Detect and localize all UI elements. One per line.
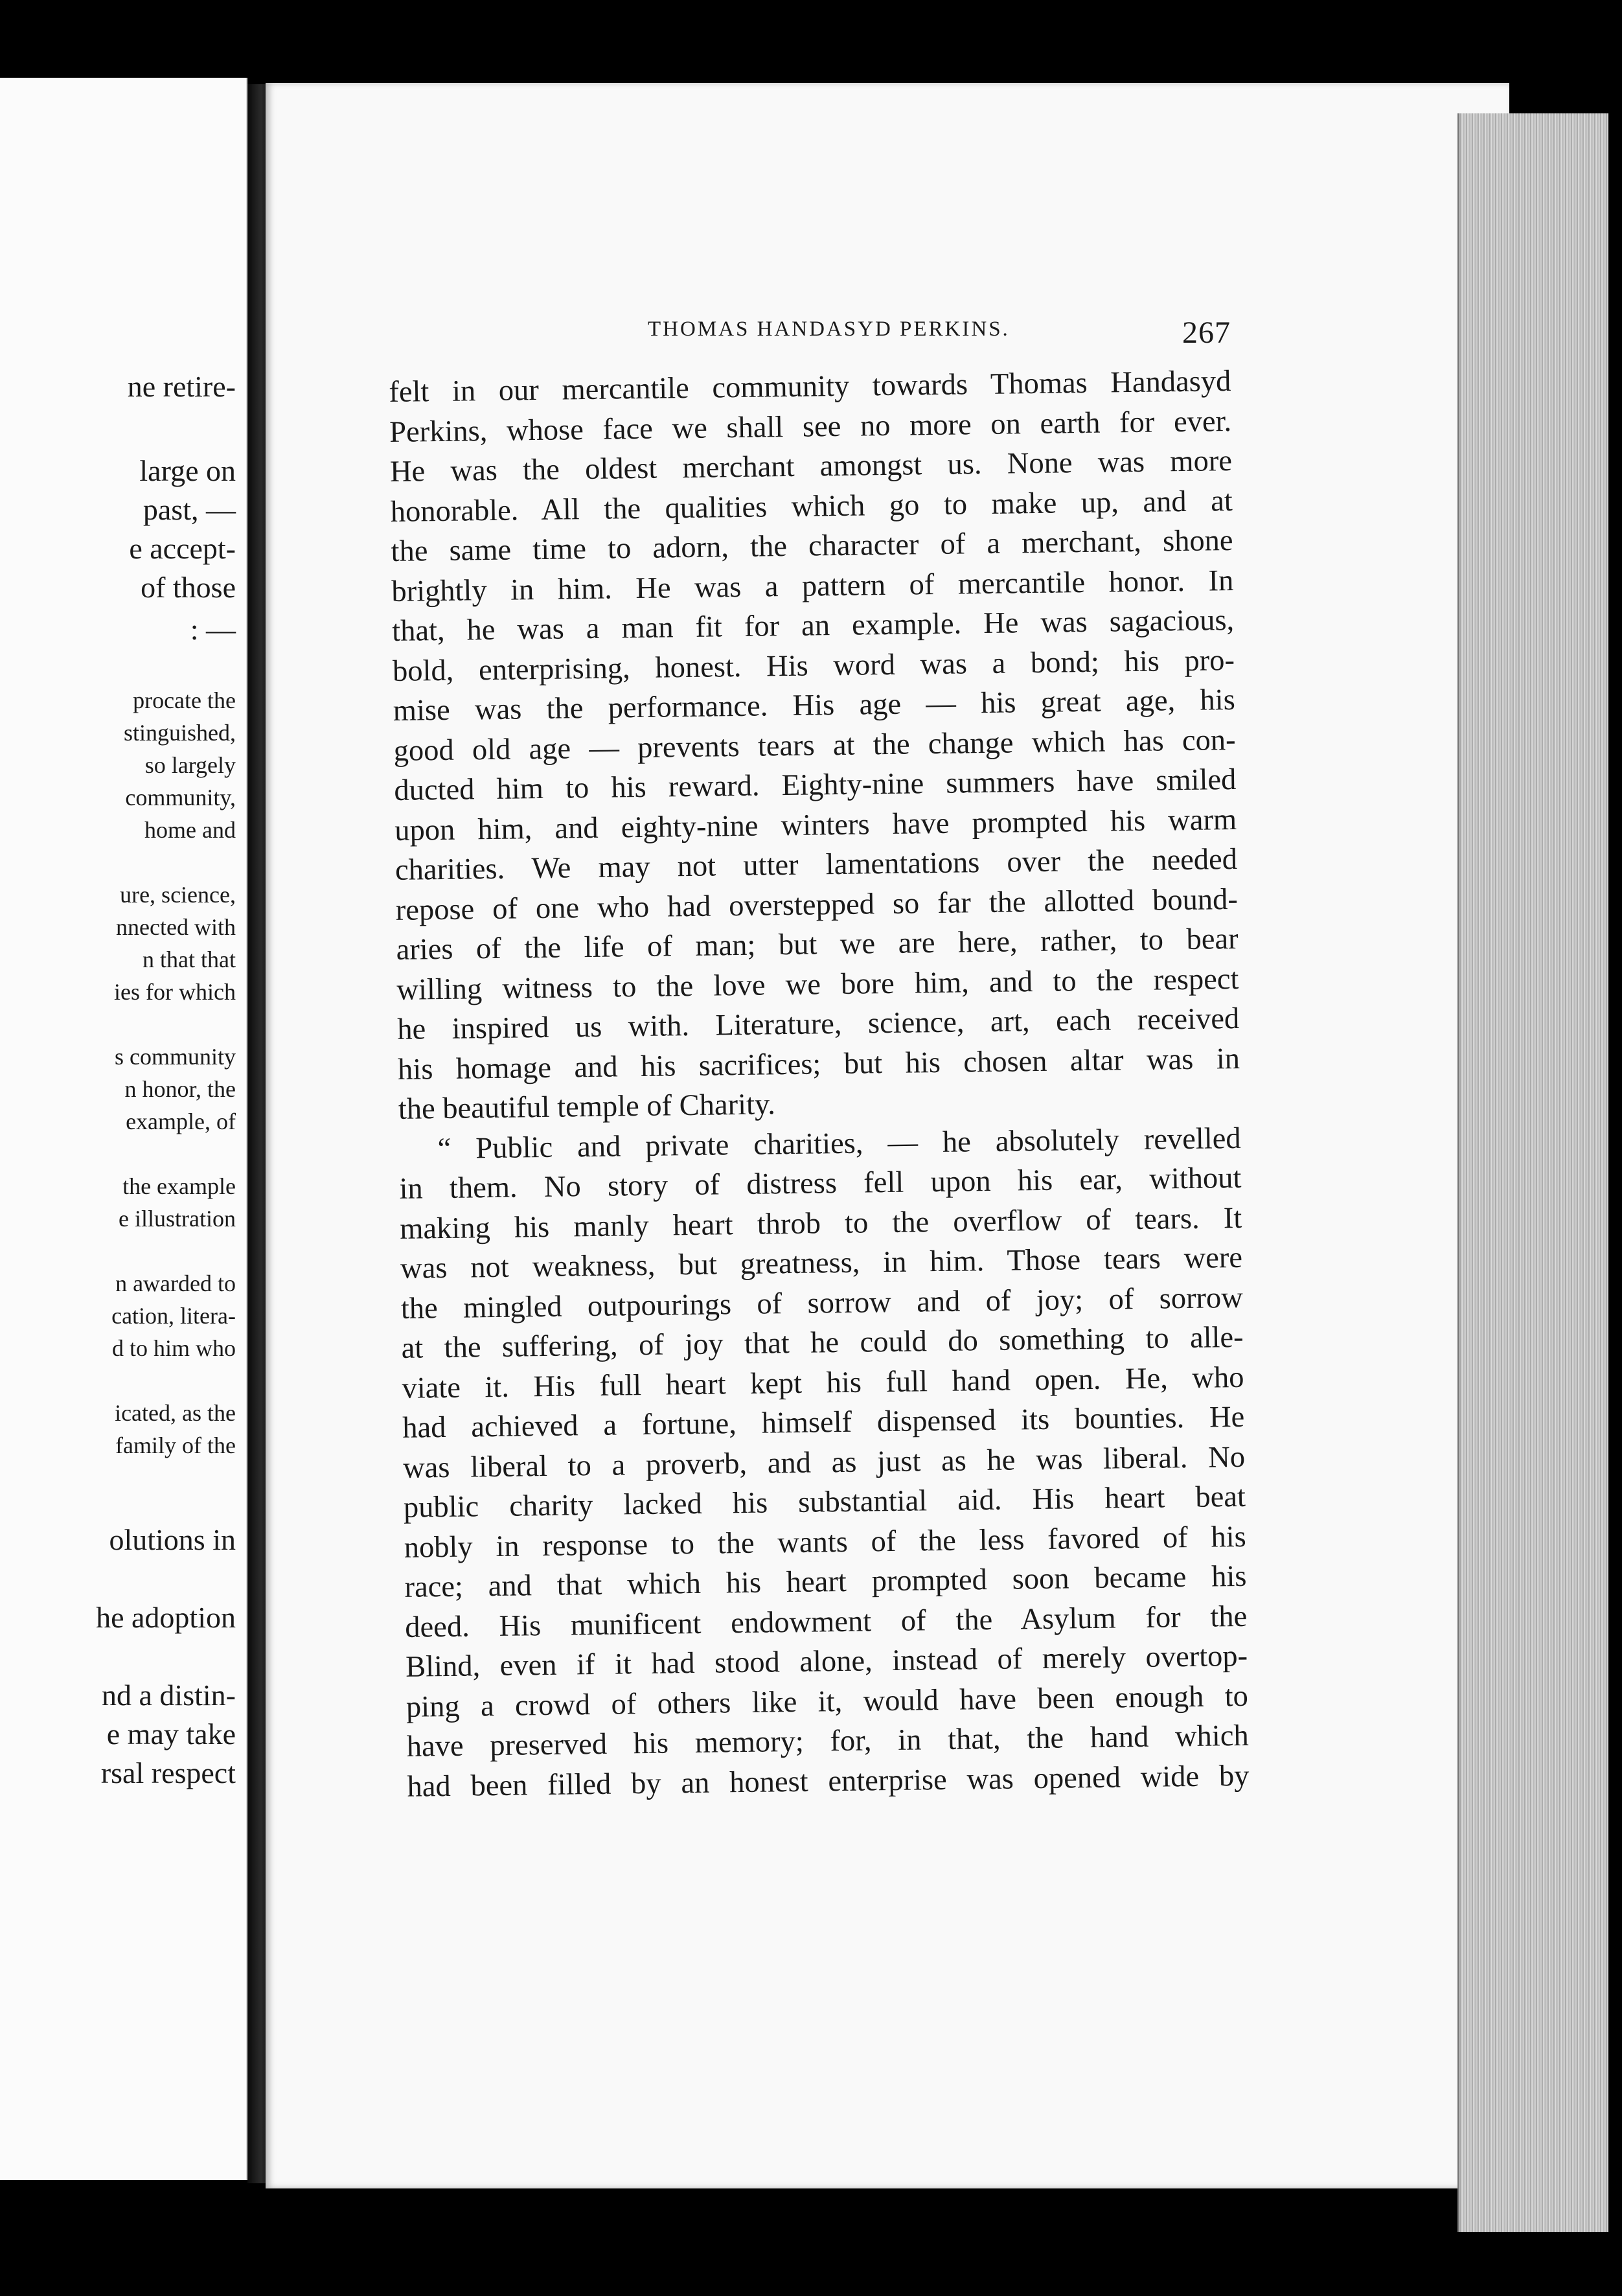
text-line: upon him, and eighty-nine winters have prompted his warm (394, 803, 1237, 847)
text-line: aries of the life of man; but we are here, rather, to bear (396, 922, 1239, 967)
left-page-text-fragment: of those (141, 571, 236, 604)
left-page-text-fragment: d to him who (111, 1335, 236, 1361)
left-page-text-fragment: large on (139, 454, 236, 487)
text-line: He was the oldest merchant amongst us. None was more (389, 444, 1233, 488)
left-page-text-fragment: past, — (143, 493, 236, 526)
text-line: viate it. His full heart kept his full hand open. He, who (402, 1360, 1244, 1405)
left-page-text-fragment: n honor, the (124, 1076, 236, 1102)
left-page-text-fragment: n awarded to (115, 1270, 236, 1296)
text-line: ping a crowd of others like it, would have been enough to (406, 1679, 1249, 1724)
text-line: charities. We may not utter lamentations over the needed (394, 842, 1238, 887)
left-page-text-fragment: home and (144, 817, 236, 843)
left-page-text-fragment: stinguished, (123, 720, 236, 746)
left-page-text-fragment: cation, litera- (111, 1303, 236, 1329)
left-page-text-fragment: e illustration (119, 1206, 236, 1232)
text-line: willing witness to the love we bore him, and to the respect (396, 962, 1239, 1007)
text-line: his homage and his sacrifices; but his chosen altar was in (397, 1042, 1240, 1086)
text-line: “ Public and private charities, — he absolutely revelled (437, 1121, 1241, 1165)
text-line: deed. His munificent endowment of the Asylum for the (405, 1600, 1248, 1644)
text-line: making his manly heart throb to the overflow of tears. It (399, 1201, 1242, 1246)
text-line: ducted him to his reward. Eighty-nine summers have smiled (394, 763, 1237, 807)
text-line: in them. No story of distress fell upon his ear, without (399, 1161, 1242, 1206)
running-title: THOMAS HANDASYD PERKINS. (648, 317, 1010, 341)
left-page-text-fragment: family of the (115, 1432, 236, 1458)
text-line: have preserved his memory; for, in that, the hand which (406, 1719, 1249, 1763)
left-page-text-fragment: ure, science, (120, 882, 236, 908)
text-line: bold, enterprising, honest. His word was a bond; his pro- (392, 643, 1235, 688)
text-line: the same time to adorn, the character of a merchant, shone (391, 523, 1233, 568)
left-page-text-fragment: ne retire- (127, 370, 236, 403)
text-line: the beautiful temple of Charity. (398, 1088, 776, 1126)
left-page-text-fragment: he adoption (96, 1601, 236, 1634)
body-text (389, 362, 1250, 1807)
left-page-text-fragment: e accept- (129, 532, 236, 565)
left-page-text-fragment: example, of (126, 1108, 236, 1134)
text-line: had achieved a fortune, himself dispensed its bounties. He (402, 1400, 1245, 1445)
left-page-text-fragment: community, (125, 785, 236, 810)
left-page-text-fragment: nd a distin- (102, 1679, 236, 1712)
text-line: race; and that which his heart prompted soon became his (404, 1559, 1247, 1604)
left-page-text-fragment: procate the (133, 687, 236, 713)
text-line: honorable. All the qualities which go to make up, and at (390, 484, 1233, 529)
left-page-text-fragment: n that that (143, 947, 236, 972)
left-page-text-fragment: rsal respect (100, 1756, 236, 1789)
left-page-text-fragment: nnected with (116, 914, 236, 940)
left-page-text-fragment: : — (190, 613, 236, 646)
text-line: nobly in response to the wants of the less favored of his (404, 1520, 1246, 1565)
left-page-text-fragment: e may take (106, 1717, 236, 1751)
text-line: mise was the performance. His age — his great age, his (393, 683, 1236, 728)
text-line: the mingled outpourings of sorrow and of joy; of sorrow (400, 1281, 1244, 1326)
text-line: he inspired us with. Literature, science, art, each received (396, 1002, 1240, 1046)
left-page-text-fragment: s community (115, 1044, 236, 1070)
text-line: Blind, even if it had stood alone, instead of merely overtop- (405, 1639, 1248, 1684)
left-page-text-fragment: olutions in (109, 1523, 236, 1556)
text-line: had been filled by an honest enterprise was opened wide by (407, 1759, 1250, 1804)
text-line: public charity lacked his substantial aid. His heart beat (403, 1480, 1246, 1524)
text-line: repose of one who had overstepped so far the allotted bound- (395, 882, 1239, 927)
left-page-text-fragment: the example (122, 1173, 236, 1199)
text-line: was not weakness, but greatness, in him. Those tears were (400, 1241, 1243, 1285)
text-line: at the suffering, of joy that he could do something to alle- (401, 1320, 1244, 1365)
page-edges (1457, 113, 1608, 2232)
left-page-text-fragment: icated, as the (115, 1400, 236, 1426)
left-page-text-fragment: ies for which (114, 979, 236, 1005)
left-page-text-fragment: so largely (144, 752, 236, 778)
text-line: was liberal to a proverb, and as just as he was liberal. No (402, 1440, 1246, 1485)
text-line: Perkins, whose face we shall see no more on earth for ever. (389, 404, 1232, 449)
previous-page (0, 78, 247, 2180)
page-number: 267 (1182, 316, 1231, 350)
text-line: that, he was a man fit for an example. He was sagacious, (391, 603, 1235, 648)
text-line: felt in our mercantile community towards Thomas Handasyd (389, 364, 1231, 409)
text-line: brightly in him. He was a pattern of mercantile honor. In (391, 564, 1234, 608)
text-line: good old age — prevents tears at the change which has con- (393, 723, 1236, 768)
